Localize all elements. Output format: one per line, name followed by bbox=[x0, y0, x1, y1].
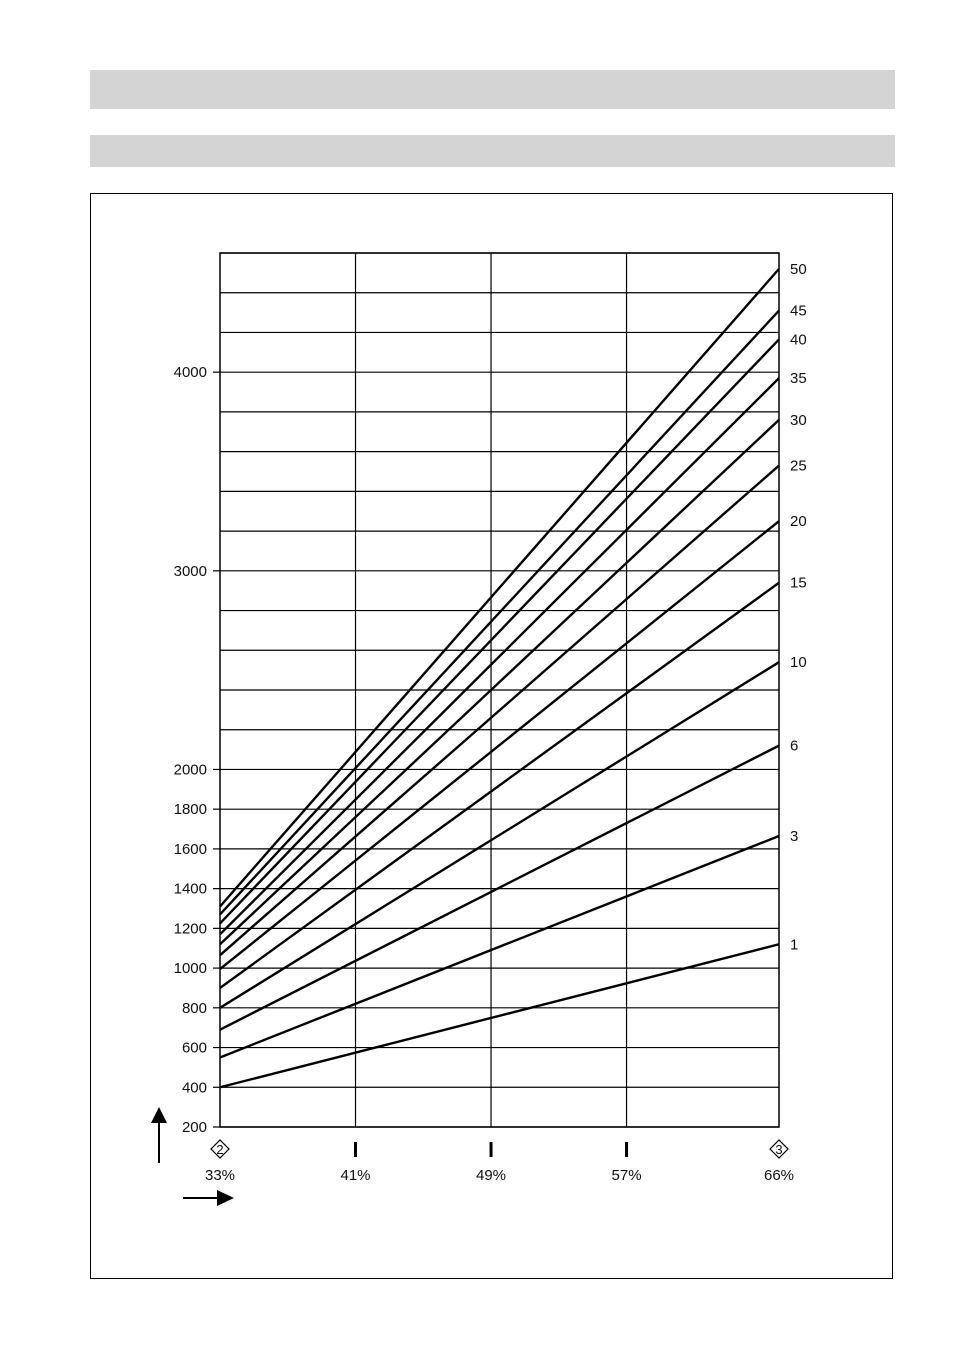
x-tick-label: 57% bbox=[611, 1167, 642, 1184]
y-tick-label: 1400 bbox=[173, 880, 207, 898]
x-tick-label: 66% bbox=[763, 1167, 795, 1184]
series-end-label: 50 bbox=[790, 260, 807, 278]
series-line bbox=[220, 378, 779, 934]
header-bar bbox=[90, 70, 895, 109]
y-axis-labels bbox=[174, 364, 220, 1136]
series-end-label: 35 bbox=[790, 370, 807, 388]
y-tick-label: 1000 bbox=[173, 960, 207, 978]
series-line bbox=[220, 836, 779, 1057]
y-tick-label: 400 bbox=[181, 1079, 207, 1097]
x-marker-label: 2 bbox=[216, 1142, 224, 1157]
series-line bbox=[220, 583, 779, 988]
series-end-label: 1 bbox=[790, 936, 799, 954]
right-arrow-head bbox=[217, 1190, 234, 1206]
series-line bbox=[220, 746, 779, 1030]
y-tick-label: 1800 bbox=[173, 801, 207, 819]
series-end-label: 25 bbox=[790, 457, 807, 475]
x-marker-label: 3 bbox=[775, 1142, 783, 1157]
up-arrow-head bbox=[151, 1107, 167, 1123]
performance-chart bbox=[91, 194, 892, 1278]
series-end-label: 3 bbox=[790, 827, 799, 845]
y-tick-label: 1600 bbox=[173, 840, 207, 858]
series-labels bbox=[790, 261, 807, 953]
series-end-label: 10 bbox=[790, 654, 807, 672]
subheader-bar bbox=[90, 135, 895, 167]
y-tick-label: 1200 bbox=[173, 920, 207, 938]
series-end-label: 20 bbox=[790, 513, 807, 531]
series-end-label: 6 bbox=[790, 737, 799, 755]
series-line bbox=[220, 466, 779, 956]
y-tick-label: 200 bbox=[181, 1119, 207, 1136]
y-tick-label: 800 bbox=[181, 999, 207, 1017]
x-tick-label: 41% bbox=[340, 1167, 371, 1184]
x-axis bbox=[205, 1140, 794, 1184]
x-tick-label: 49% bbox=[476, 1167, 507, 1184]
chart-grid bbox=[220, 253, 779, 1127]
series-end-label: 40 bbox=[790, 331, 807, 349]
y-tick-label: 600 bbox=[181, 1039, 207, 1057]
series-lines bbox=[220, 269, 779, 1087]
series-line bbox=[220, 420, 779, 944]
series-line bbox=[220, 311, 779, 915]
y-tick-label: 4000 bbox=[173, 364, 207, 382]
series-line bbox=[220, 944, 779, 1087]
series-end-label: 45 bbox=[790, 302, 807, 320]
series-end-label: 30 bbox=[790, 411, 807, 429]
series-end-label: 15 bbox=[790, 574, 807, 592]
y-tick-label: 3000 bbox=[173, 562, 207, 580]
x-tick-label: 33% bbox=[204, 1167, 236, 1184]
chart-frame bbox=[90, 193, 893, 1279]
y-tick-label: 2000 bbox=[173, 761, 207, 779]
